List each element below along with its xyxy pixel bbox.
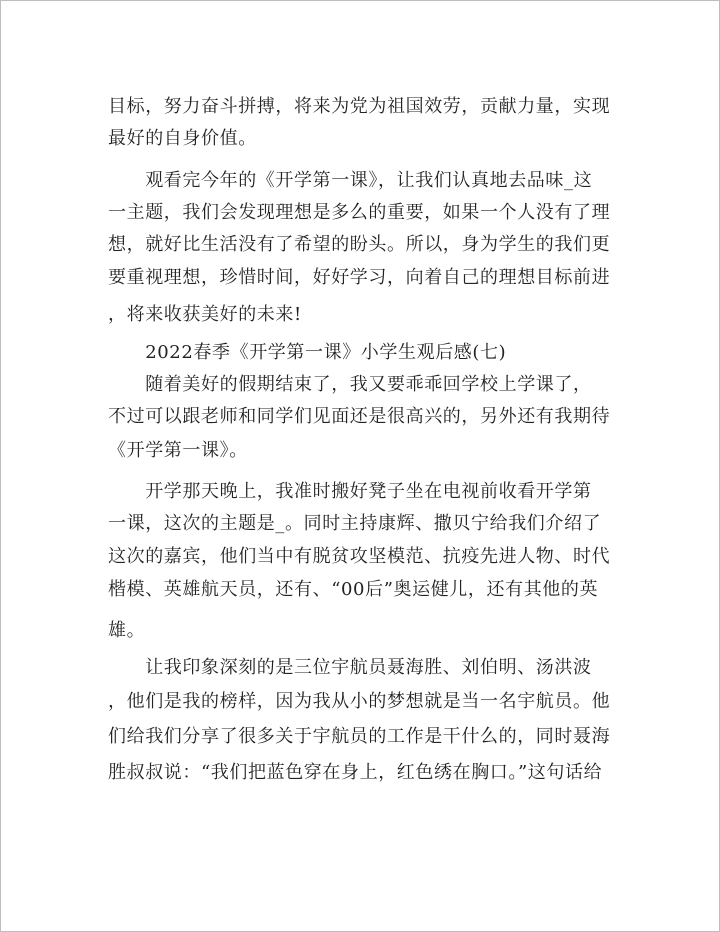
text-line: 想，就好比生活没有了希望的盼头。所以，身为学生的我们更	[108, 234, 611, 255]
text-line: 最好的自身价值。	[108, 128, 257, 149]
text-line: 胜叔叔说：“我们把蓝色穿在身上，红色绣在胸口。”这句话给	[108, 762, 603, 783]
text-line: 让我印象深刻的是三位宇航员聂海胜、刘伯明、汤洪波	[108, 657, 592, 678]
text-line: 不过可以跟老师和同学们见面还是很高兴的，另外还有我期待	[108, 406, 611, 427]
text-line: 开学那天晚上，我准时搬好凳子坐在电视前收看开学第	[108, 481, 592, 502]
text-line: ，他们是我的榜样，因为我从小的梦想就是当一名宇航员。他	[108, 691, 611, 712]
text-line: ，将来收获美好的未来!	[108, 304, 302, 325]
text-line: 一主题，我们会发现理想是多么的重要，如果一个人没有了理	[108, 202, 611, 223]
text-line: 随着美好的假期结束了，我又要乖乖回学校上学课了，	[108, 374, 592, 395]
text-line: 这次的嘉宾，他们当中有脱贫攻坚模范、抗疫先进人物、时代	[108, 546, 611, 567]
section-heading: 2022春季《开学第一课》小学生观后感(七)	[108, 342, 507, 363]
text-line: 观看完今年的《开学第一课》，让我们认真地去品味_这	[108, 170, 593, 191]
text-line: 要重视理想，珍惜时间，好好学习，向着自己的理想目标前进	[108, 267, 611, 288]
text-line: 楷模、英雄航天员，还有、“00后”奥运健儿，还有其他的英	[108, 579, 599, 600]
text-line: 《开学第一课》。	[108, 440, 248, 461]
text-line: 一课，这次的主题是_。同时主持康辉、撒贝宁给我们介绍了	[108, 513, 602, 534]
text-line: 目标，努力奋斗拼搏，将来为党为祖国效劳，贡献力量，实现	[108, 96, 611, 117]
text-line: 雄。	[108, 620, 146, 641]
text-line: 们给我们分享了很多关于宇航员的工作是干什么的，同时聂海	[108, 726, 611, 747]
